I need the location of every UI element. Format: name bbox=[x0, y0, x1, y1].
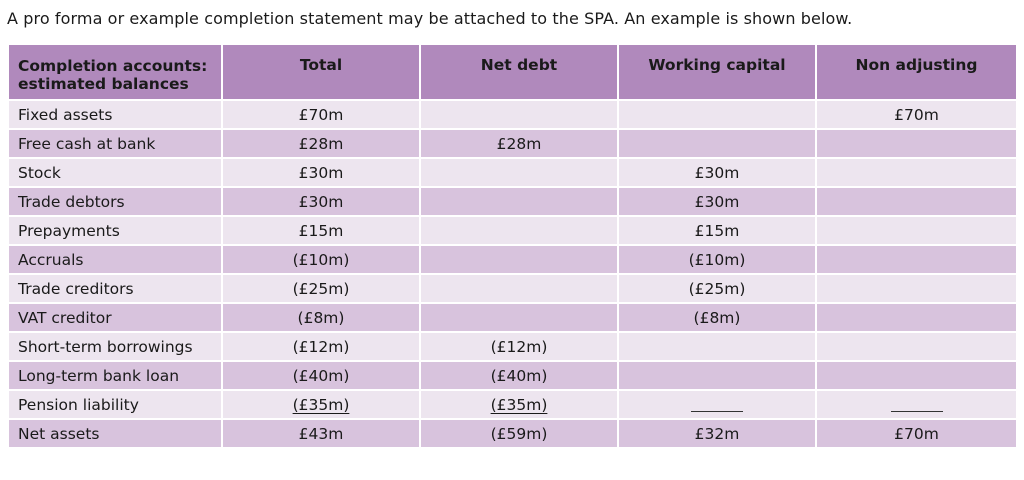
header-item bbox=[9, 45, 222, 100]
cell-working-capital: £32m bbox=[618, 419, 816, 448]
cell-total: £15m bbox=[222, 216, 420, 245]
cell-net-debt: £28m bbox=[420, 129, 618, 158]
cell-net-debt: (£40m) bbox=[420, 361, 618, 390]
cell-net-debt bbox=[420, 187, 618, 216]
intro-text: A pro forma or example completion statement may be attached to the SPA. An example is shown below. bbox=[7, 9, 853, 28]
cell-working-capital bbox=[618, 390, 816, 419]
header-non-adjusting: Non adjusting bbox=[816, 45, 1016, 100]
cell-working-capital: £30m bbox=[618, 187, 816, 216]
cell-net-debt bbox=[420, 158, 618, 187]
row-item: Prepayments bbox=[9, 216, 222, 245]
cell-non-adjusting bbox=[816, 158, 1016, 187]
cell-working-capital: (£25m) bbox=[618, 274, 816, 303]
table-row bbox=[9, 216, 1016, 245]
table-row bbox=[9, 419, 1016, 448]
cell-working-capital bbox=[618, 100, 816, 129]
table-header-row bbox=[9, 45, 1016, 100]
cell-net-debt: (£12m) bbox=[420, 332, 618, 361]
row-item: Stock bbox=[9, 158, 222, 187]
cell-non-adjusting: £70m bbox=[816, 419, 1016, 448]
cell-working-capital: (£8m) bbox=[618, 303, 816, 332]
cell-total-value: (£35m) bbox=[292, 395, 350, 414]
cell-working-capital bbox=[618, 332, 816, 361]
table-row bbox=[9, 332, 1016, 361]
cell-net-debt bbox=[420, 390, 618, 419]
cell-total: £30m bbox=[222, 187, 420, 216]
table-row bbox=[9, 129, 1016, 158]
table-row bbox=[9, 390, 1016, 419]
cell-net-debt bbox=[420, 216, 618, 245]
cell-non-adjusting bbox=[816, 303, 1016, 332]
row-item: Accruals bbox=[9, 245, 222, 274]
row-item: VAT creditor bbox=[9, 303, 222, 332]
cell-non-adjusting bbox=[816, 361, 1016, 390]
cell-total: (£8m) bbox=[222, 303, 420, 332]
table-row bbox=[9, 245, 1016, 274]
cell-net-debt bbox=[420, 303, 618, 332]
header-net-debt: Net debt bbox=[420, 45, 618, 100]
cell-working-capital: £30m bbox=[618, 158, 816, 187]
table-row bbox=[9, 187, 1016, 216]
cell-total: £30m bbox=[222, 158, 420, 187]
row-item: Free cash at bank bbox=[9, 129, 222, 158]
cell-non-adjusting bbox=[816, 274, 1016, 303]
table-row bbox=[9, 274, 1016, 303]
row-item: Short-term borrowings bbox=[9, 332, 222, 361]
row-item: Fixed assets bbox=[9, 100, 222, 129]
cell-total: £43m bbox=[222, 419, 420, 448]
cell-non-adjusting bbox=[816, 332, 1016, 361]
cell-net-debt bbox=[420, 274, 618, 303]
cell-non-adjusting bbox=[816, 245, 1016, 274]
row-item: Trade creditors bbox=[9, 274, 222, 303]
cell-non-adjusting: £70m bbox=[816, 100, 1016, 129]
cell-net-debt-value: (£35m) bbox=[490, 395, 548, 414]
cell-working-capital: £15m bbox=[618, 216, 816, 245]
cell-total: (£25m) bbox=[222, 274, 420, 303]
cell-total: (£40m) bbox=[222, 361, 420, 390]
row-item: Pension liability bbox=[9, 390, 222, 419]
subtotal-rule bbox=[891, 399, 943, 412]
cell-total bbox=[222, 390, 420, 419]
table-row bbox=[9, 158, 1016, 187]
header-item-line-1: Completion accounts: bbox=[18, 57, 208, 75]
cell-non-adjusting bbox=[816, 129, 1016, 158]
cell-net-debt: (£59m) bbox=[420, 419, 618, 448]
table-row bbox=[9, 361, 1016, 390]
header-working-capital: Working capital bbox=[618, 45, 816, 100]
cell-working-capital bbox=[618, 361, 816, 390]
table-row bbox=[9, 303, 1016, 332]
cell-total: (£10m) bbox=[222, 245, 420, 274]
header-total: Total bbox=[222, 45, 420, 100]
cell-total: (£12m) bbox=[222, 332, 420, 361]
row-item: Net assets bbox=[9, 419, 222, 448]
row-item: Trade debtors bbox=[9, 187, 222, 216]
cell-non-adjusting bbox=[816, 216, 1016, 245]
cell-non-adjusting bbox=[816, 390, 1016, 419]
completion-statement-table bbox=[9, 45, 1016, 449]
table-row bbox=[9, 100, 1016, 129]
subtotal-rule bbox=[691, 399, 743, 412]
cell-working-capital bbox=[618, 129, 816, 158]
cell-non-adjusting bbox=[816, 187, 1016, 216]
cell-working-capital: (£10m) bbox=[618, 245, 816, 274]
cell-total: £28m bbox=[222, 129, 420, 158]
header-item-line-2: estimated balances bbox=[18, 75, 189, 93]
cell-total: £70m bbox=[222, 100, 420, 129]
row-item: Long-term bank loan bbox=[9, 361, 222, 390]
cell-net-debt bbox=[420, 245, 618, 274]
cell-net-debt bbox=[420, 100, 618, 129]
